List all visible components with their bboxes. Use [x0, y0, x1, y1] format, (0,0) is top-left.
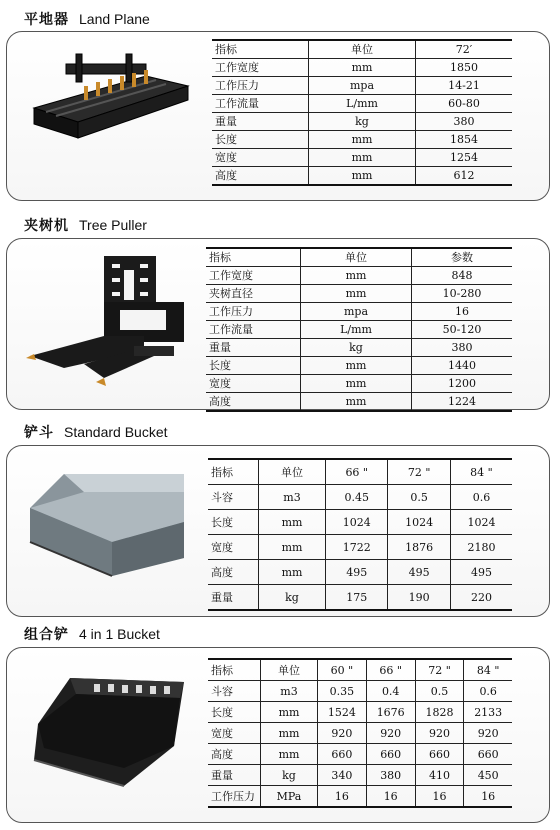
table-cell: 1024: [388, 510, 450, 535]
table-cell: 14-21: [416, 77, 513, 95]
table-cell: 380: [366, 765, 415, 786]
section-title: [24, 624, 160, 644]
table-cell: 220: [450, 585, 512, 611]
table-cell: L/mm: [301, 321, 412, 339]
header-cell: 单位: [259, 459, 326, 485]
table-cell: 16: [415, 786, 464, 808]
table-cell: 848: [412, 267, 513, 285]
table-cell: 0.45: [326, 485, 388, 510]
land-plane-image: [26, 46, 196, 146]
table-row: [212, 77, 512, 95]
table-cell: 340: [318, 765, 367, 786]
table-cell: 495: [388, 560, 450, 585]
table-cell: 工作压力: [208, 786, 261, 808]
table-cell: 夹树直径: [206, 285, 301, 303]
table-row: [206, 267, 512, 285]
table-row: [208, 681, 512, 702]
table-cell: 612: [416, 167, 513, 186]
table-row: [212, 113, 512, 131]
table-cell: 重量: [206, 339, 301, 357]
table-cell: 410: [415, 765, 464, 786]
table-cell: 920: [318, 723, 367, 744]
table-cell: 高度: [208, 744, 261, 765]
table-cell: kg: [309, 113, 416, 131]
table-cell: mm: [259, 535, 326, 560]
table-cell: 0.4: [366, 681, 415, 702]
table-cell: 宽度: [212, 149, 309, 167]
table-cell: kg: [261, 765, 318, 786]
table-cell: 2133: [464, 702, 512, 723]
header-cell: 60 ": [318, 659, 367, 681]
table-cell: 16: [464, 786, 512, 808]
table-cell: 16: [366, 786, 415, 808]
header-cell: 单位: [261, 659, 318, 681]
table-cell: 2180: [450, 535, 512, 560]
table-cell: mpa: [309, 77, 416, 95]
table-cell: 宽度: [208, 535, 259, 560]
table-cell: 175: [326, 585, 388, 611]
table-cell: 1524: [318, 702, 367, 723]
table-row: [212, 95, 512, 113]
header-cell: 66 ": [366, 659, 415, 681]
table-cell: mm: [301, 375, 412, 393]
table-cell: 高度: [212, 167, 309, 186]
table-cell: 工作流量: [206, 321, 301, 339]
header-cell: 84 ": [450, 459, 512, 485]
table-cell: 宽度: [206, 375, 301, 393]
table-cell: 920: [366, 723, 415, 744]
table-row: [208, 485, 512, 510]
table-cell: 1224: [412, 393, 513, 412]
table-header-row: [208, 659, 512, 681]
table-row: [206, 303, 512, 321]
table-cell: 920: [464, 723, 512, 744]
table-cell: 工作宽度: [206, 267, 301, 285]
title-en: Standard Bucket: [64, 424, 168, 440]
table-row: [206, 285, 512, 303]
table-row: [208, 744, 512, 765]
title-en: Tree Puller: [79, 217, 147, 233]
table-row: [206, 339, 512, 357]
table-row: [208, 723, 512, 744]
table-cell: 工作宽度: [212, 59, 309, 77]
table-cell: 重量: [212, 113, 309, 131]
table-row: [206, 393, 512, 412]
table-cell: 1850: [416, 59, 513, 77]
table-cell: 495: [326, 560, 388, 585]
table-cell: mm: [301, 267, 412, 285]
table-cell: 16: [318, 786, 367, 808]
title-cn: 平地器: [24, 12, 69, 28]
table-cell: 495: [450, 560, 512, 585]
table-row: [212, 59, 512, 77]
title-cn: 铲斗: [24, 425, 54, 441]
table-row: [208, 535, 512, 560]
table-cell: kg: [301, 339, 412, 357]
table-row: [206, 321, 512, 339]
table-cell: mm: [309, 149, 416, 167]
table-cell: 0.6: [464, 681, 512, 702]
table-cell: mm: [301, 285, 412, 303]
table-cell: 长度: [206, 357, 301, 375]
table-cell: 660: [318, 744, 367, 765]
table-cell: 0.5: [415, 681, 464, 702]
table-cell: m3: [259, 485, 326, 510]
table-cell: 1440: [412, 357, 513, 375]
table-cell: 380: [416, 113, 513, 131]
header-cell: 72 ": [415, 659, 464, 681]
table-cell: 高度: [208, 560, 259, 585]
table-cell: 斗容: [208, 681, 261, 702]
table-cell: mm: [301, 357, 412, 375]
table-cell: 重量: [208, 585, 259, 611]
table-cell: mpa: [301, 303, 412, 321]
title-cn: 夹树机: [24, 218, 69, 234]
header-cell: 单位: [309, 40, 416, 59]
section-title: [24, 215, 147, 235]
tree-puller-spec-table: [206, 247, 512, 412]
table-cell: 长度: [208, 702, 261, 723]
table-header-row: [208, 459, 512, 485]
table-cell: kg: [259, 585, 326, 611]
table-cell: 1828: [415, 702, 464, 723]
table-row: [208, 560, 512, 585]
table-row: [212, 167, 512, 186]
header-cell: 指标: [208, 459, 259, 485]
table-cell: 0.35: [318, 681, 367, 702]
header-cell: 84 ": [464, 659, 512, 681]
table-cell: 1854: [416, 131, 513, 149]
table-cell: 宽度: [208, 723, 261, 744]
land-plane-spec-table: [212, 39, 512, 186]
table-cell: mm: [309, 167, 416, 186]
table-cell: 60-80: [416, 95, 513, 113]
table-cell: 工作压力: [206, 303, 301, 321]
table-cell: 16: [412, 303, 513, 321]
table-row: [208, 585, 512, 611]
standard-bucket-spec-table: [208, 458, 512, 611]
table-cell: 长度: [208, 510, 259, 535]
header-cell: 参数: [412, 248, 513, 267]
header-cell: 指标: [208, 659, 261, 681]
title-en: Land Plane: [79, 11, 150, 27]
header-cell: 72′: [416, 40, 513, 59]
table-cell: 0.6: [450, 485, 512, 510]
table-cell: 1200: [412, 375, 513, 393]
table-cell: 660: [464, 744, 512, 765]
table-cell: 1024: [450, 510, 512, 535]
four-in-one-bucket-spec-table: [208, 658, 512, 808]
table-cell: mm: [309, 59, 416, 77]
header-cell: 72 ": [388, 459, 450, 485]
table-cell: mm: [261, 702, 318, 723]
table-header-row: [206, 248, 512, 267]
table-cell: 920: [415, 723, 464, 744]
table-row: [206, 357, 512, 375]
table-cell: mm: [259, 560, 326, 585]
table-cell: 50-120: [412, 321, 513, 339]
table-cell: 1024: [326, 510, 388, 535]
table-cell: 1722: [326, 535, 388, 560]
table-cell: m3: [261, 681, 318, 702]
section-title: [24, 422, 168, 442]
tree-puller-image: [24, 250, 194, 395]
table-cell: 190: [388, 585, 450, 611]
table-cell: 450: [464, 765, 512, 786]
four-in-one-bucket-image: [24, 668, 194, 796]
table-cell: mm: [261, 744, 318, 765]
table-header-row: [212, 40, 512, 59]
header-cell: 指标: [212, 40, 309, 59]
table-cell: mm: [261, 723, 318, 744]
table-row: [208, 765, 512, 786]
table-cell: 10-280: [412, 285, 513, 303]
table-cell: 重量: [208, 765, 261, 786]
table-row: [208, 702, 512, 723]
table-row: [212, 131, 512, 149]
header-cell: 单位: [301, 248, 412, 267]
table-cell: 660: [415, 744, 464, 765]
table-cell: 工作压力: [212, 77, 309, 95]
title-en: 4 in 1 Bucket: [79, 626, 160, 642]
table-row: [206, 375, 512, 393]
table-cell: 1254: [416, 149, 513, 167]
table-cell: 1676: [366, 702, 415, 723]
table-cell: L/mm: [309, 95, 416, 113]
header-cell: 指标: [206, 248, 301, 267]
title-cn: 组合铲: [24, 627, 69, 643]
table-row: [212, 149, 512, 167]
table-cell: MPa: [261, 786, 318, 808]
table-cell: 660: [366, 744, 415, 765]
header-cell: 66 ": [326, 459, 388, 485]
table-cell: 高度: [206, 393, 301, 412]
table-row: [208, 510, 512, 535]
table-cell: 0.5: [388, 485, 450, 510]
section-title: [24, 9, 150, 29]
table-row: [208, 786, 512, 808]
standard-bucket-image: [24, 462, 190, 588]
table-cell: mm: [309, 131, 416, 149]
table-cell: 斗容: [208, 485, 259, 510]
table-cell: 长度: [212, 131, 309, 149]
table-cell: 工作流量: [212, 95, 309, 113]
table-cell: mm: [301, 393, 412, 412]
table-cell: 1876: [388, 535, 450, 560]
table-cell: mm: [259, 510, 326, 535]
table-cell: 380: [412, 339, 513, 357]
